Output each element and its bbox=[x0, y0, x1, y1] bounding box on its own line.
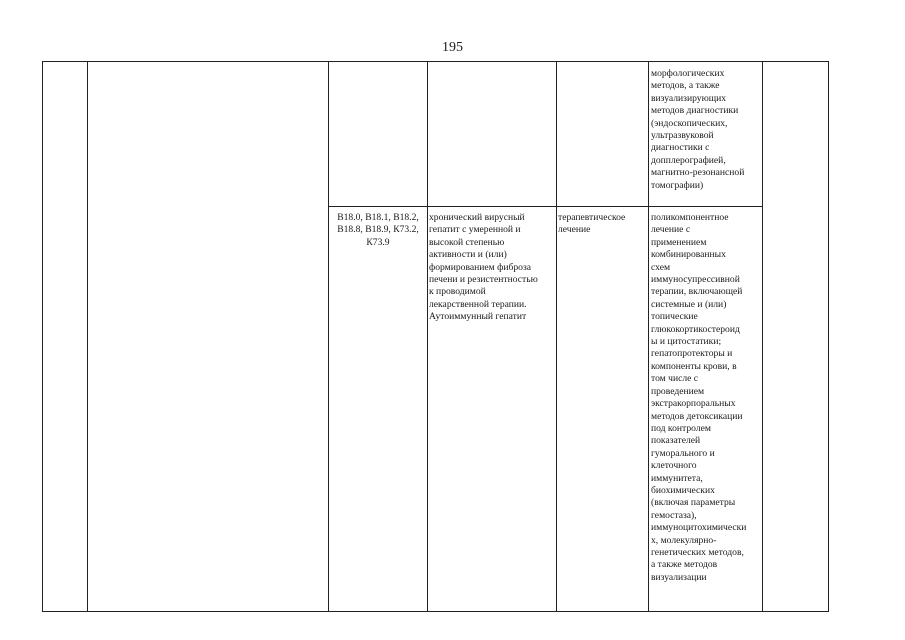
cell-method-description-row2: поликомпонентное лечение с применением комбинированных схем иммуносупрессивной терапии, включающей системные и (или) топические глюкокортикостероид ы и цитостатики; гепатопротекторы и компоненты крови, в том числе с проведением экстракорпоральных методов детоксикации под контролем показателей гуморального и клеточного иммунитета, биохимических (включая параметры гемостаза), иммуноцитохимически х, молекулярно- генетических методов, а также методов визуализации bbox=[651, 212, 747, 583]
row-divider bbox=[328, 206, 762, 207]
cell-disease-model: хронический вирусный гепатит с умеренной и высокой степенью активности и (или) формированием фиброза печени и резистентностью к проводимой лекарственной терапии. Аутоиммунный гепатит bbox=[429, 212, 538, 323]
column-divider bbox=[427, 62, 428, 611]
cell-method-description-row1: морфологических методов, а также визуализирующих методов диагностики (эндоскопических, ультразвуковой диагностики с допплерографией, магнитно-резонансной томографии) bbox=[651, 68, 745, 191]
column-divider bbox=[87, 62, 88, 611]
column-divider bbox=[762, 62, 763, 611]
medical-care-table bbox=[42, 61, 829, 612]
cell-treatment-type: терапевтическое лечение bbox=[558, 212, 626, 236]
cell-icd-codes: В18.0, В18.1, В18.2, В18.8, В18.9, К73.2, К73.9 bbox=[337, 212, 419, 248]
column-divider bbox=[648, 62, 649, 611]
column-divider bbox=[328, 62, 329, 611]
page-number: 195 bbox=[442, 40, 463, 55]
column-divider bbox=[556, 62, 557, 611]
